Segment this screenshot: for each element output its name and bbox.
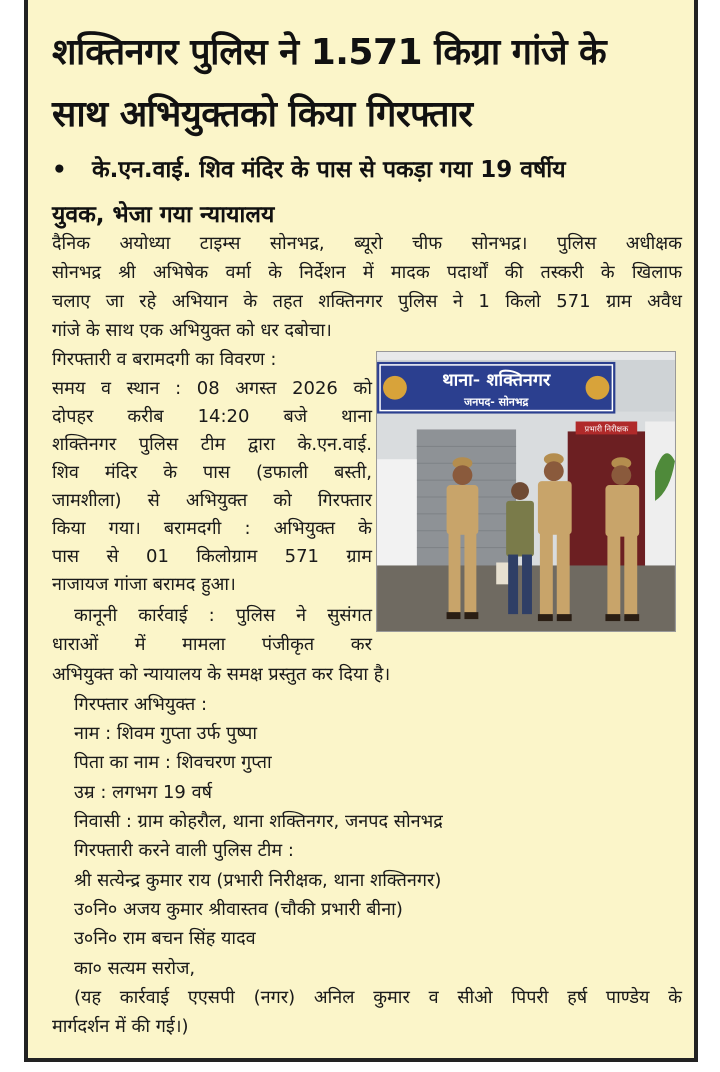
detail-line: पिता का नाम : शिवचरण गुप्ता — [74, 752, 272, 773]
intro-line: सोनभद्र श्री अभिषेक वर्मा के निर्देशन में मादक पदार्थों की तस्करी के खिलाफ — [52, 262, 682, 283]
detail-line: (यह कार्रवाई एएसपी (नगर) अनिल कुमार व सीओ पिपरी हर्ष पाण्डेय के — [74, 987, 682, 1008]
detail-line: गिरफ्तारी व बरामदगी का विवरण : — [52, 349, 277, 370]
detail-line: समय व स्थान : 08 अगस्त 2026 को — [52, 378, 372, 399]
detail-line: निवासी : ग्राम कोहरौल, थाना शक्तिनगर, जनपद सोनभद्र — [74, 811, 443, 832]
detail-line: गिरफ्तारी करने वाली पुलिस टीम : — [74, 840, 294, 861]
detail-line: कानूनी कार्रवाई : पुलिस ने सुसंगत — [74, 605, 372, 626]
detail-line: शक्तिनगर पुलिस टीम द्वारा के.एन.वाई. — [52, 434, 372, 455]
subheadline-line-1 — [52, 152, 692, 184]
bullet-icon: • — [52, 157, 67, 183]
news-clipping — [24, 0, 698, 1062]
detail-line: पास से 01 किलोग्राम 571 ग्राम — [52, 546, 372, 567]
headline-line-2: साथ अभियुक्तको किया गिरफ्तार — [52, 94, 473, 135]
police-station-photo — [376, 351, 676, 632]
detail-line: श्री सत्येन्द्र कुमार राय (प्रभारी निरीक्षक, थाना शक्तिनगर) — [74, 870, 442, 891]
detail-line: जामशीला) से अभियुक्त को गिरफ्तार — [52, 490, 372, 511]
detail-line: दोपहर करीब 14:20 बजे थाना — [52, 406, 372, 427]
detail-line: उम्र : लगभग 19 वर्ष — [74, 782, 213, 803]
detail-line: अभियुक्त को न्यायालय के समक्ष प्रस्तुत कर दिया है। — [52, 664, 391, 685]
detail-line: का० सत्यम सरोज, — [74, 958, 196, 979]
subheadline-text-1: के.एन.वाई. शिव मंदिर के पास से पकड़ा गया 19 वर्षीय — [92, 157, 566, 183]
detail-line: शिव मंदिर के पास (डफाली बस्ती, — [52, 462, 372, 483]
detail-line: गिरफ्तार अभियुक्त : — [74, 694, 208, 715]
detail-line: मार्गदर्शन में की गई।) — [52, 1016, 189, 1037]
board-subtitle-text: जनपद- सोनभद्र — [464, 395, 529, 409]
intro-line: गांजे के साथ एक अभियुक्त को धर दबोचा। — [52, 320, 332, 341]
headline-line-1: शक्तिनगर पुलिस ने 1.571 किग्रा गांजे के — [52, 32, 607, 73]
detail-line: उ०नि० अजय कुमार श्रीवास्तव (चौकी प्रभारी बीना) — [74, 899, 403, 920]
detail-line: नाजायज गांजा बरामद हुआ। — [52, 574, 236, 595]
intro-line: चलाए जा रहे अभियान के तहत शक्तिनगर पुलिस ने 1 किलो 571 ग्राम अवैध — [52, 291, 682, 312]
detail-line: नाम : शिवम गुप्ता उर्फ पुष्पा — [74, 723, 258, 744]
door-sign-text: प्रभारी निरीक्षक — [584, 424, 629, 434]
detail-line: किया गया। बरामदगी : अभियुक्त के — [52, 518, 372, 539]
intro-line: दैनिक अयोध्या टाइम्स सोनभद्र, ब्यूरो चीफ सोनभद्र। पुलिस अधीक्षक — [52, 233, 682, 254]
detail-line: उ०नि० राम बचन सिंह यादव — [74, 928, 256, 949]
board-title-text: थाना- शक्तिनगर — [442, 369, 551, 391]
detail-line: धाराओं में मामला पंजीकृत कर — [52, 634, 372, 655]
subheadline-line-2: युवक, भेजा गया न्यायालय — [52, 202, 275, 228]
